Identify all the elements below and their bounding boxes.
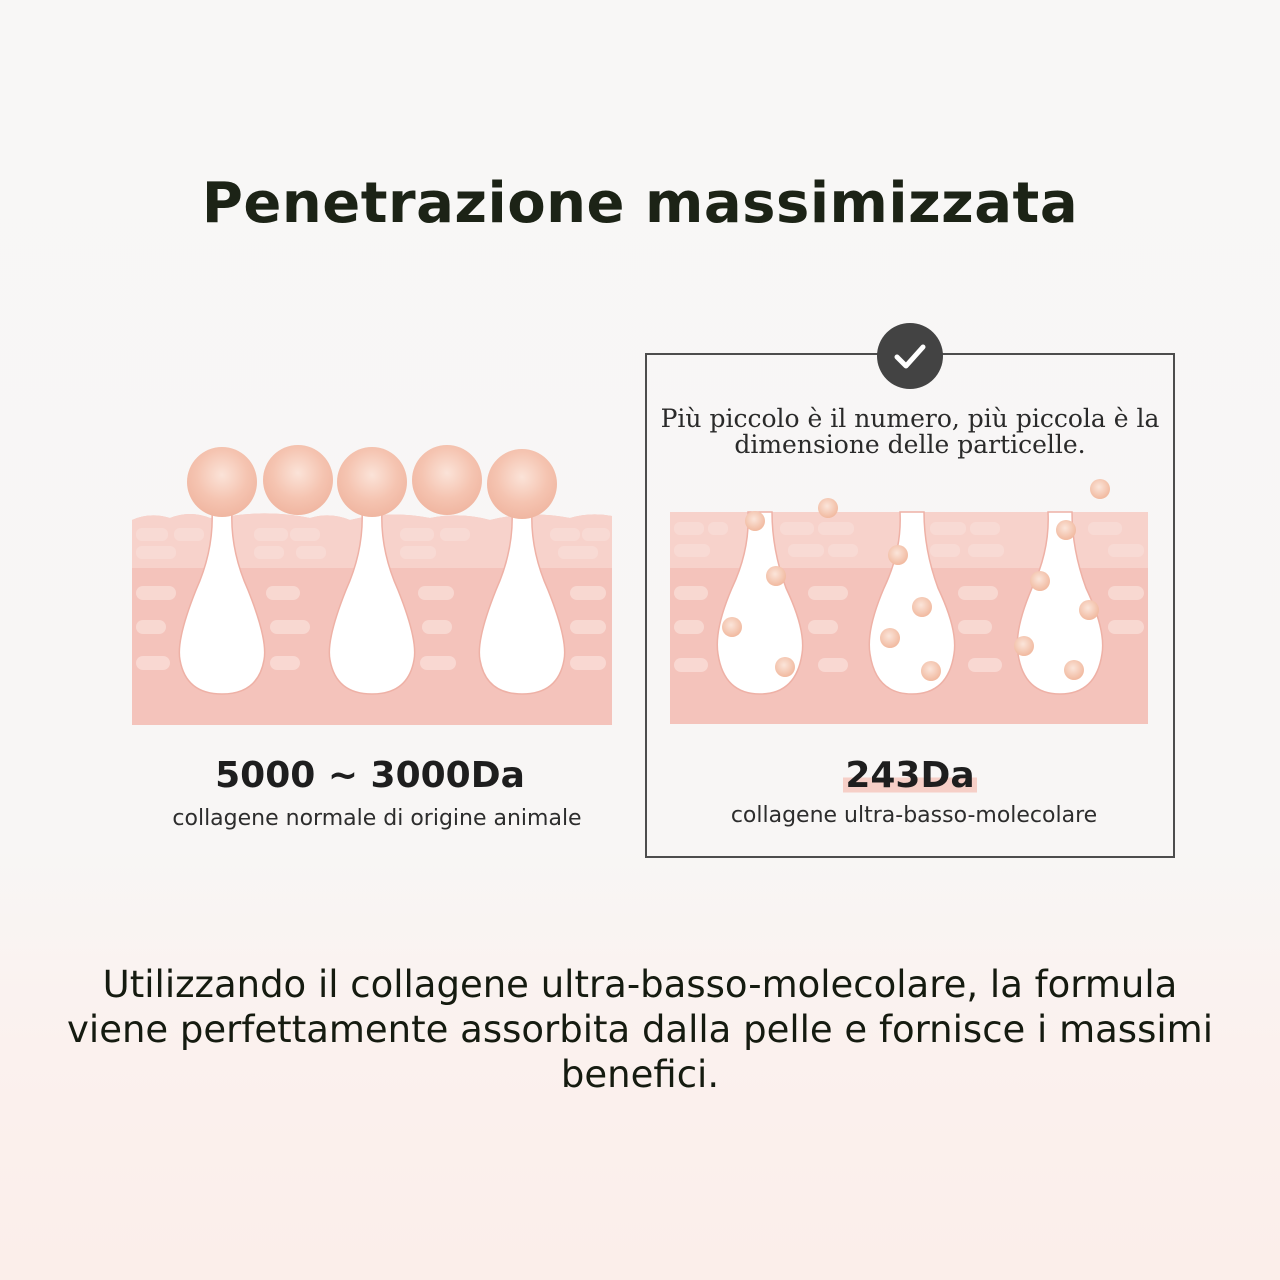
right-molecular-weight <box>647 754 1173 798</box>
large-particle <box>263 445 333 515</box>
large-particle <box>187 447 257 517</box>
right-value-text: 243Da <box>845 755 975 796</box>
left-description: collagene normale di origine animale <box>172 806 582 831</box>
particle-size-note: Più piccolo è il numero, più piccola è la dimensione delle particelle. <box>660 404 1160 459</box>
check-badge <box>877 323 943 389</box>
skin-illustration-large-particles <box>130 440 614 730</box>
large-particle <box>412 445 482 515</box>
page-title: Penetrazione massimizzata <box>201 171 1079 236</box>
skin-illustration-small-particles <box>668 470 1152 730</box>
large-particle <box>487 449 557 519</box>
benefit-statement: Utilizzando il collagene ultra-basso-molecolare, la formula viene perfettamente assorbita dalla pelle e fornisce i massimi benefici. <box>67 963 1213 1096</box>
left-molecular-weight: 5000 ~ 3000Da <box>215 755 525 796</box>
check-icon <box>877 323 943 389</box>
large-particle <box>337 447 407 517</box>
right-description: collagene ultra-basso-molecolare <box>730 803 1098 828</box>
